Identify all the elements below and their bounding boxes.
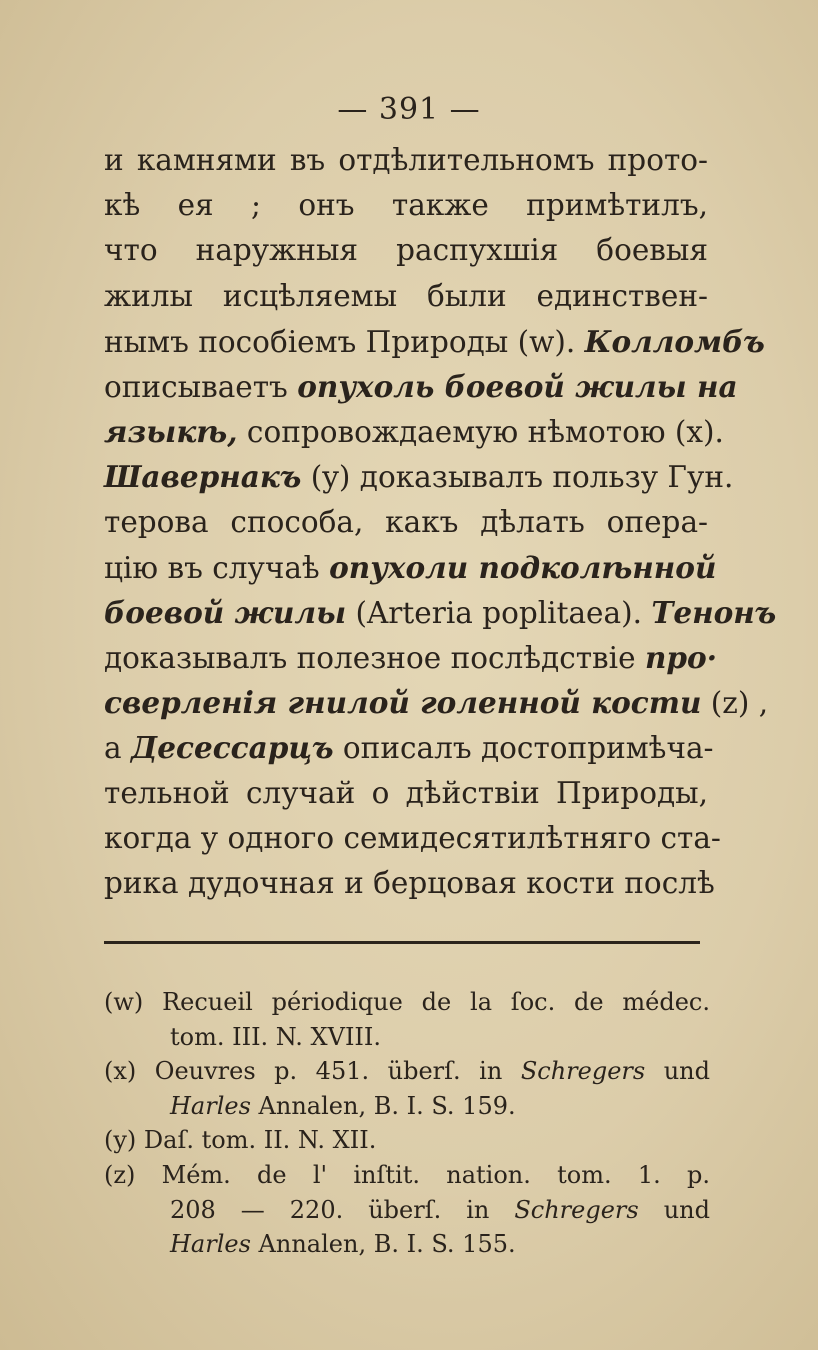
text-segment: цію въ случаѣ [104,550,320,585]
text-line [104,725,714,770]
footnote-w-cont: tom. III. N. XVIII. [170,1022,382,1051]
italic-name: Harles [170,1230,251,1259]
text-segment: нымъ пособіемъ Природы (w). [104,324,576,359]
text-line [104,454,734,499]
text-line [104,545,717,590]
text-line [104,319,765,364]
footnote-x-cont [104,1089,710,1124]
text-segment: Annalen, B. I. S. 155. [258,1230,516,1259]
text-segment: (y) доказывалъ пользу Гун. [310,460,734,495]
text-line: рика дудочная и берцовая кости послѣ [104,866,715,900]
italic-name: Тенонъ [651,594,777,630]
italic-name: Колломбъ [584,323,765,359]
text-segment: описалъ достопримѣча- [342,731,714,766]
main-text [104,138,777,906]
footnote-divider [104,941,700,944]
text-segment: und [663,1195,710,1224]
italic-name: Harles [170,1091,251,1120]
text-segment: (z) , [710,686,769,721]
text-line [104,364,738,409]
text-segment: сопровождаемую нѣмотою (x). [246,415,724,450]
text-line: что наружныя распухшія боевыя [104,233,708,268]
italic-name: Шавернакъ [104,459,302,495]
text-segment: доказывалъ полезное послѣдствіе [104,641,636,676]
text-segment: а [104,731,122,766]
text-line: и камнями въ отдѣлительномъ прото- [104,143,708,177]
text-line [104,590,777,635]
text-segment: (Arteria poplitaea). [355,595,642,630]
text-line [104,680,769,725]
text-segment: описываетъ [104,369,288,404]
italic-term: языкѣ, [104,414,238,450]
italic-term: сверленія гнилой голенной кости [104,685,702,721]
text-segment: Annalen, B. I. S. 159. [258,1091,516,1120]
italic-term: про· [644,640,717,676]
italic-name: Десессарцъ [130,730,334,766]
footnote-z: (z) Mém. de l' inſtit. nation. tom. 1. p. [104,1160,710,1189]
footnote-x [104,1054,710,1089]
text-segment: 208 — 220. überſ. in [170,1195,490,1224]
italic-name: Schregers [520,1057,646,1086]
italic-term: опухоли подколѣнной [329,549,717,585]
italic-term: боевой жилы [104,594,347,630]
page-number: — 391 — [337,92,481,127]
text-line [104,409,724,454]
italic-name: Schregers [514,1195,639,1224]
text-line [104,635,717,680]
text-line: когда у одного семидесятилѣтняго ста- [104,820,721,855]
text-line: терова способа, какъ дѣлать опера- [104,504,708,539]
footnote-z-cont [104,1193,710,1228]
text-line: тельной случай о дѣйствіи Природы, [104,775,708,810]
text-segment: und [663,1057,710,1086]
italic-term: опухоль боевой жилы на [297,368,738,404]
footnotes [104,985,710,1262]
text-line: кѣ ея ; онъ также примѣтилъ, [104,188,708,223]
footnote-w: (w) Recueil périodique de la ſoc. de médec. [104,988,710,1016]
text-segment: (x) Oeuvres p. 451. überſ. in [104,1057,503,1086]
footnote-y: (y) Daſ. tom. II. N. XII. [104,1126,377,1155]
text-line: жилы исцѣляемы были единствен- [104,278,708,313]
footnote-z-cont2 [104,1227,710,1262]
